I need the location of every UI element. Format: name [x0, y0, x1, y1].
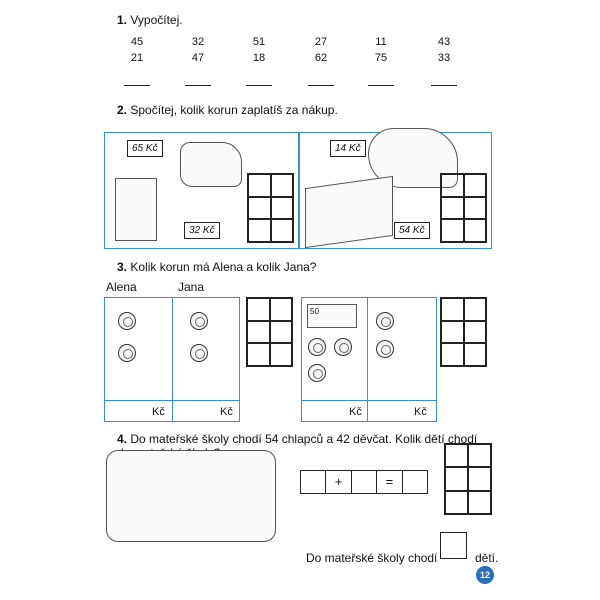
task2-answer-grid-left[interactable]	[247, 173, 294, 243]
task1-top-2: 32	[191, 36, 205, 48]
currency-label-alena-2: Kč	[349, 406, 362, 418]
currency-label-alena-1: Kč	[152, 406, 165, 418]
task2-title: 2. Spočítej, kolik korun zaplatíš za nákup.	[117, 103, 338, 117]
coin-icon	[118, 344, 136, 362]
task1-top-6: 43	[437, 36, 451, 48]
task3-panel-left-baseline	[104, 400, 240, 401]
price-tag-gloves: 65 Kč	[127, 140, 163, 157]
equation-row	[300, 470, 428, 494]
label-alena: Alena	[106, 280, 137, 294]
page-number-badge: 12	[476, 566, 494, 584]
task1-answer-line-1[interactable]	[124, 85, 150, 86]
coin-icon	[334, 338, 352, 356]
task1-bottom-1: 21	[130, 52, 144, 64]
task1-bottom-6: 33	[437, 52, 451, 64]
task1-answer-line-4[interactable]	[308, 85, 334, 86]
currency-label-jana-2: Kč	[414, 406, 427, 418]
task1-top-3: 51	[252, 36, 266, 48]
task3-answer-grid-1[interactable]	[246, 297, 293, 367]
task3-panel-left-divider	[172, 297, 173, 422]
task1-bottom-3: 18	[252, 52, 266, 64]
task1-bottom-5: 75	[374, 52, 388, 64]
gloves-icon	[180, 142, 242, 187]
currency-label-jana-1: Kč	[220, 406, 233, 418]
task1-bottom-2: 47	[191, 52, 205, 64]
coin-icon	[190, 312, 208, 330]
milk-carton-icon	[115, 178, 157, 241]
task1-bottom-4: 62	[314, 52, 328, 64]
label-jana: Jana	[178, 280, 205, 294]
task1-answer-line-6[interactable]	[431, 85, 457, 86]
task1-answer-line-5[interactable]	[368, 85, 394, 86]
task3-title: 3. Kolik korun má Alena a kolik Jana?	[117, 260, 317, 274]
task1-answer-line-2[interactable]	[185, 85, 211, 86]
answer-box[interactable]	[440, 532, 467, 559]
answer-sentence-suffix: dětí.	[475, 551, 499, 565]
answer-sentence-prefix: Do mateřské školy chodí	[306, 551, 438, 565]
coin-icon	[376, 312, 394, 330]
task3-panel-right-baseline	[301, 400, 437, 401]
plus-sign: +	[326, 471, 351, 493]
price-tag-milk: 32 Kč	[184, 222, 220, 239]
equals-sign: =	[377, 471, 402, 493]
task3-answer-grid-2[interactable]	[440, 297, 487, 367]
equation-slot-2[interactable]	[352, 471, 377, 493]
coin-icon	[190, 344, 208, 362]
task4-title: 4. Do mateřské školy chodí 54 chlapců a 42 děvčat. Kolik dětí chodí	[117, 432, 477, 460]
task4-answer-grid[interactable]	[444, 443, 492, 515]
task3-panel-right-divider	[367, 297, 368, 422]
task1-top-1: 45	[130, 36, 144, 48]
equation-slot-3[interactable]	[403, 471, 427, 493]
coin-icon	[118, 312, 136, 330]
coin-icon	[308, 338, 326, 356]
task2-answer-grid-right[interactable]	[440, 173, 487, 243]
price-tag-flowers: 14 Kč	[330, 140, 366, 157]
children-playing-icon	[106, 450, 276, 542]
task1-answer-line-3[interactable]	[246, 85, 272, 86]
price-tag-chocolates: 54 Kč	[394, 222, 430, 239]
banknote-value: 50	[310, 307, 319, 316]
task1-top-4: 27	[314, 36, 328, 48]
banknote-icon	[307, 304, 357, 328]
coin-icon	[308, 364, 326, 382]
task1-top-5: 11	[375, 36, 387, 48]
coin-icon	[376, 340, 394, 358]
equation-slot-1[interactable]	[301, 471, 326, 493]
task1-title: 1. Vypočítej.	[117, 13, 183, 27]
chocolate-box-icon	[305, 176, 393, 248]
